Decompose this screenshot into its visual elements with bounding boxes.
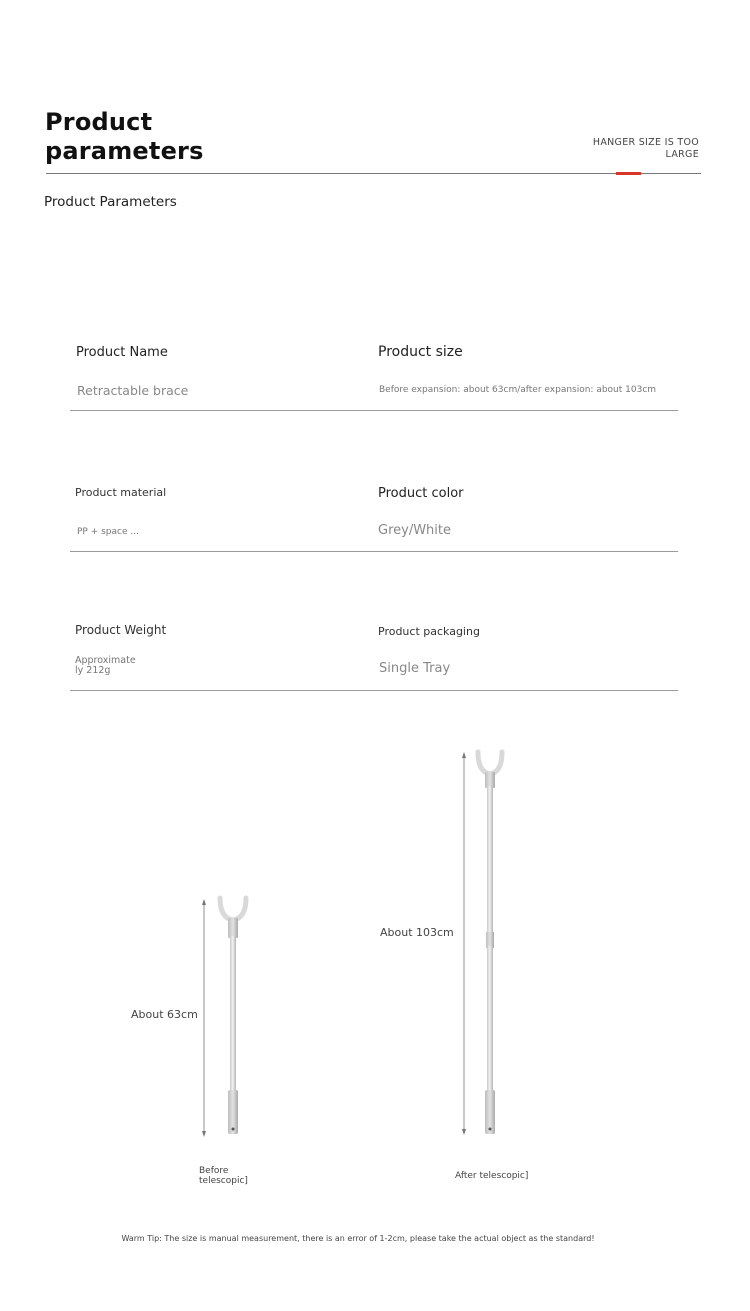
- product-color-value: Grey/White: [378, 523, 452, 538]
- product-name-value: Retractable brace: [77, 383, 189, 398]
- product-size-label: Product size: [378, 344, 463, 360]
- product-packaging-value: Single Tray: [379, 661, 451, 676]
- before-caption-line-1: Before: [199, 1166, 229, 1176]
- title-line-2: parameters: [45, 137, 204, 165]
- before-caption-line-2: telescopic]: [199, 1176, 248, 1186]
- product-material-label: Product material: [75, 486, 167, 499]
- tagline-line-1: HANGER SIZE IS TOO: [592, 137, 699, 148]
- before-caption: [199, 1166, 248, 1186]
- long-dimension-line: [462, 752, 466, 1135]
- product-illustration: [0, 730, 750, 1160]
- brace-after-extension: [478, 752, 502, 1134]
- product-material-value: PP + space ...: [77, 527, 139, 537]
- product-weight-value: [75, 656, 136, 676]
- product-color-label: Product color: [378, 486, 464, 501]
- product-name-label: Product Name: [76, 345, 168, 360]
- short-dimension-label: About 63cm: [131, 1008, 198, 1021]
- header-tagline: [579, 137, 699, 160]
- header-divider: [46, 173, 701, 174]
- warm-tip: Warm Tip: The size is manual measurement, there is an error of 1-2cm, please take the actual object as the standard!: [121, 1234, 595, 1243]
- weight-value-line-2: ly 212g: [75, 665, 111, 676]
- after-caption: After telescopic]: [455, 1171, 529, 1181]
- product-packaging-label: Product packaging: [378, 625, 480, 638]
- product-weight-label: Product Weight: [75, 623, 167, 637]
- row-divider-1: [70, 410, 678, 411]
- page-title: [45, 108, 204, 166]
- tagline-line-2: LARGE: [665, 148, 699, 160]
- long-dimension-label: About 103cm: [380, 926, 454, 939]
- brace-before-extension: [220, 898, 246, 1134]
- short-dimension-line: [202, 899, 206, 1137]
- header-accent-bar: [616, 172, 641, 175]
- product-size-value: Before expansion: about 63cm/after expansion: about 103cm: [379, 385, 657, 395]
- title-line-1: Product: [45, 108, 153, 136]
- section-subtitle: Product Parameters: [44, 194, 177, 210]
- row-divider-3: [70, 690, 678, 691]
- weight-value-line-1: Approximate: [75, 655, 136, 666]
- row-divider-2: [70, 551, 678, 552]
